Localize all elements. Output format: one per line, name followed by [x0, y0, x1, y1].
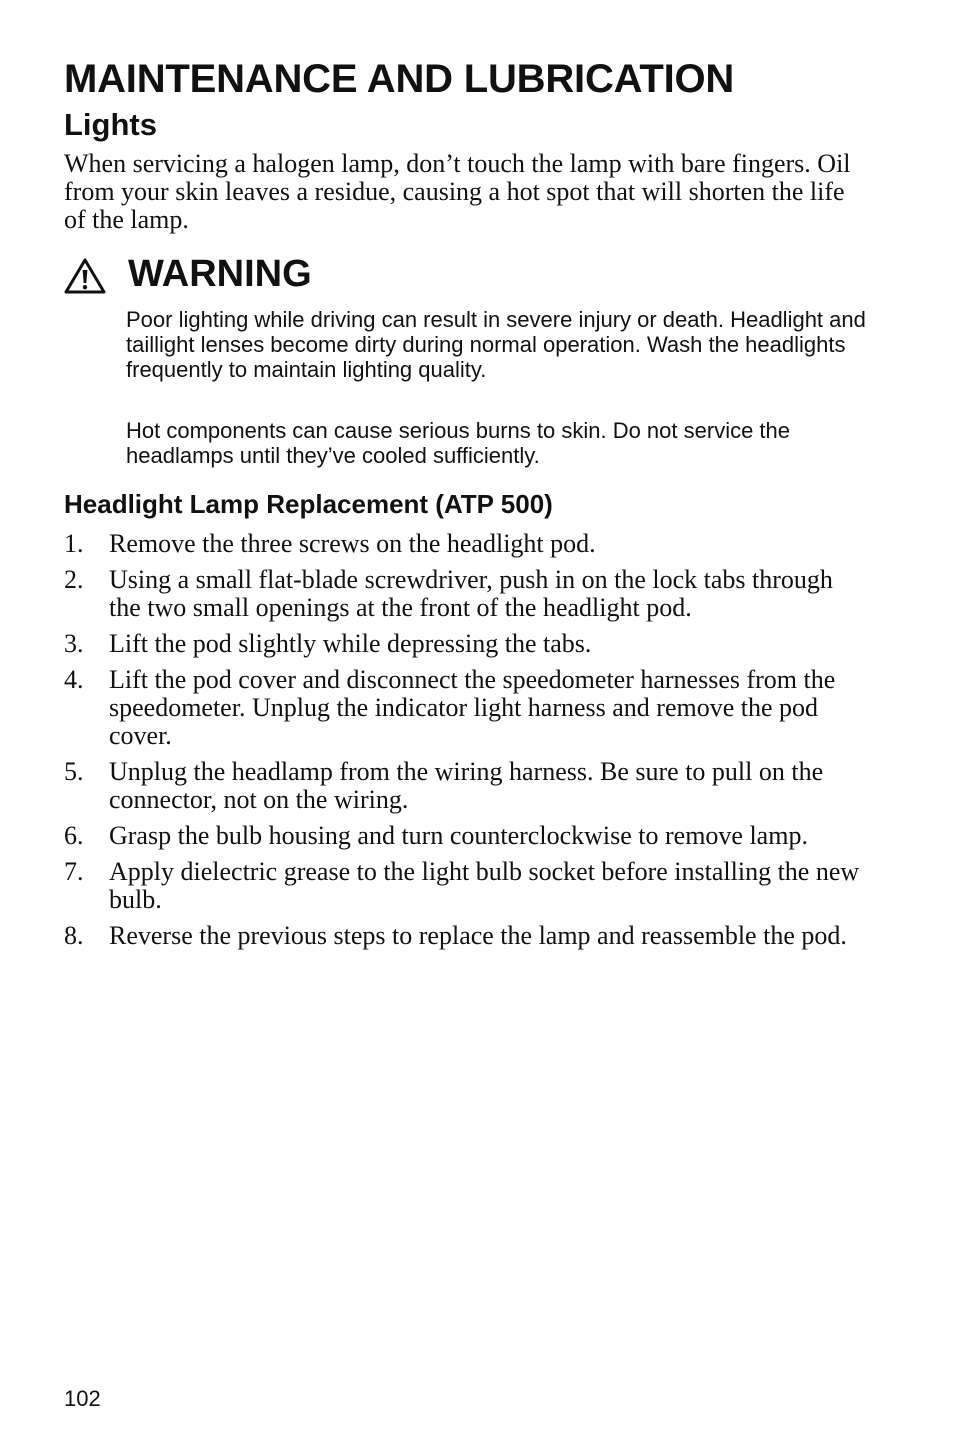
procedure-title: Headlight Lamp Replacement (ATP 500) [64, 489, 553, 519]
step-item [64, 530, 864, 558]
warning-triangle-icon [64, 258, 106, 294]
step-number: 3. [64, 629, 84, 658]
step-text: Remove the three screws on the headlight pod. [109, 529, 596, 558]
step-number: 2. [64, 565, 84, 594]
step-item [64, 758, 864, 814]
step-item [64, 566, 864, 622]
step-text: Grasp the bulb housing and turn counterclockwise to remove lamp. [109, 821, 808, 850]
page-title: MAINTENANCE AND LUBRICATION [64, 57, 735, 101]
warning-title: WARNING [128, 253, 312, 295]
step-number: 7. [64, 857, 84, 886]
step-item [64, 822, 864, 850]
step-number: 1. [64, 529, 84, 558]
step-text: Apply dielectric grease to the light bulb socket before installing the new bulb. [109, 857, 860, 914]
step-item [64, 922, 864, 950]
step-number: 4. [64, 665, 84, 694]
step-text: Lift the pod slightly while depressing the tabs. [109, 629, 592, 658]
warning-paragraph-burns: Hot components can cause serious burns to skin. Do not service the headlamps until they’ve cooled sufficiently. [126, 418, 791, 468]
step-number: 6. [64, 821, 84, 850]
intro-paragraph: When servicing a halogen lamp, don’t touch the lamp with bare fingers. Oil from your skin leaves a residue, causing a hot spot that will shorten the life of the lamp. [64, 149, 851, 234]
step-item [64, 630, 864, 658]
warning-paragraph-lighting: Poor lighting while driving can result in severe injury or death. Headlight and taillight lenses become dirty during normal operation. Wash the headlights frequently to maintain lighting quality. [126, 307, 866, 382]
procedure-steps [64, 530, 864, 958]
section-title: Lights [64, 107, 157, 142]
step-text: Using a small flat-blade screwdriver, push in on the lock tabs through the two small openings at the front of the headlight pod. [109, 565, 833, 622]
step-number: 8. [64, 921, 84, 950]
step-text: Unplug the headlamp from the wiring harness. Be sure to pull on the connector, not on the wiring. [109, 757, 824, 814]
step-item [64, 858, 864, 914]
step-text: Reverse the previous steps to replace the lamp and reassemble the pod. [109, 921, 847, 950]
step-number: 5. [64, 757, 84, 786]
step-text: Lift the pod cover and disconnect the speedometer harnesses from the speedometer. Unplug the indicator light harness and remove the pod cover. [109, 665, 836, 750]
page-number: 102 [64, 1386, 101, 1411]
step-item [64, 666, 864, 750]
